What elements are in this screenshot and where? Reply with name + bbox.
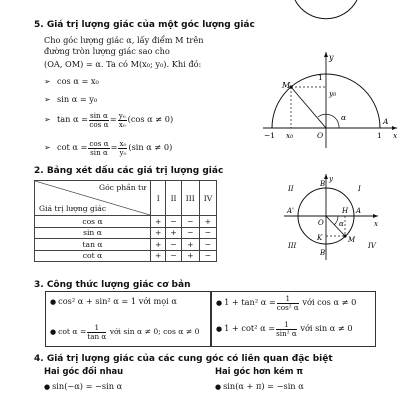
sin-formula: ➢ sin α = y₀ xyxy=(44,94,97,105)
pi-diff-heading: Hai góc hơn kém π xyxy=(215,366,303,376)
point-b-prime-label: B' xyxy=(320,249,328,257)
point-h-label: H xyxy=(342,207,349,215)
intro-line-2: đường tròn lượng giác sao cho xyxy=(44,46,170,56)
cot-formula: ➢ cot α = $\frac{\text{cos α}}{\text{sin α}}$ = $\frac{\text{x₀}}{\text{y₀}}$ (sin α ≠ 0) xyxy=(44,138,172,157)
alpha-label-2: α xyxy=(339,220,344,228)
table-row: sin α + + − − xyxy=(35,227,217,239)
table-row: tan α + − + − xyxy=(35,239,217,251)
row-name: tan α xyxy=(35,239,151,251)
x-axis-label: x xyxy=(393,131,398,140)
row-name: sin α xyxy=(35,227,151,239)
section-4-title: 4. Giá trị lượng giác của các cung góc có liên quan đặc biệt xyxy=(34,354,333,364)
cos-formula: ➢ cos α = x₀ xyxy=(44,76,99,87)
sin-plus-pi-formula: ● sin(α + π) = −sin α xyxy=(215,381,304,393)
tan-frac-1: $\frac{\text{sin α}}{\text{cos α}}$ xyxy=(89,110,109,129)
tan-identity: ● 1 + tan² α = $\frac{1}{\text{cos² α}}$ với cos α ≠ 0 xyxy=(216,293,356,312)
x0-label: x₀ xyxy=(286,131,294,140)
quadrant-iv-label: IV xyxy=(368,242,376,250)
cot-square-identity: ● 1 + cot² α = $\frac{1}{\text{sin² α}}$ với sin α ≠ 0 xyxy=(216,319,353,338)
quadrant-ii-label: II xyxy=(288,185,294,193)
intro-line-1: Cho góc lượng giác α, lấy điểm M trên xyxy=(44,35,204,45)
header-quadrant: Góc phần tư xyxy=(99,183,146,192)
row-name: cot α xyxy=(35,250,151,262)
y0-label: y₀ xyxy=(329,89,337,98)
point-m-label-2: M xyxy=(348,236,356,244)
y-axis-label-2: y xyxy=(329,175,333,183)
point-b-label: B xyxy=(320,180,326,188)
pythagorean-identity: ● cos² α + sin² α = 1 với mọi α xyxy=(50,296,177,308)
table-row: cot α + − + − xyxy=(35,250,217,262)
one-right-label: 1 xyxy=(377,131,382,140)
unit-circle-figure-1 xyxy=(255,0,400,150)
minus-one-label: −1 xyxy=(264,131,276,140)
quadrant-i-label: I xyxy=(358,185,361,193)
point-m-label: M xyxy=(282,81,291,90)
intro-line-3 xyxy=(44,59,201,70)
unit-circle-figure-2 xyxy=(262,164,398,274)
quadrant-header: III xyxy=(181,181,199,216)
opposite-angles-heading: Hai góc đối nhau xyxy=(44,366,124,376)
quadrant-header: I xyxy=(151,181,166,216)
quadrant-header: II xyxy=(166,181,181,216)
origin-label: O xyxy=(317,131,324,140)
origin-label-2: O xyxy=(318,219,324,227)
section-3-title: 3. Công thức lượng giác cơ bản xyxy=(34,280,191,290)
point-a-label: A xyxy=(383,117,389,126)
cot-cond: (sin α ≠ 0) xyxy=(128,142,173,152)
quadrant-header: IV xyxy=(199,181,216,216)
tan-formula: ➢ tan α = $\frac{\text{sin α}}{\text{cos α}}$ = $\frac{\text{y₀}}{\text{x₀}}$ (cos α ≠ 0) xyxy=(44,110,173,129)
intro-ta-co: . Ta có xyxy=(100,59,128,69)
row-name: cos α xyxy=(35,216,151,228)
header-value: Giá trị lượng giác xyxy=(39,204,107,213)
point-m: M(x₀; y₀) xyxy=(130,59,167,69)
cot-identity: ● cot α = $\frac{1}{\text{tan α}}$ với sin α ≠ 0; cos α ≠ 0 xyxy=(50,323,199,341)
sin-negative-formula: ● sin(−α) = −sin α xyxy=(44,381,122,393)
alpha-label: α xyxy=(341,113,347,122)
cot-lhs: cot α = xyxy=(57,142,88,152)
one-top-label: 1 xyxy=(318,73,323,82)
section-2-title: 2. Bảng xét dấu các giá trị lượng giác xyxy=(34,166,224,176)
tan-frac-2: $\frac{\text{y₀}}{\text{x₀}}$ xyxy=(118,110,126,129)
cot-frac-2: $\frac{\text{x₀}}{\text{y₀}}$ xyxy=(119,138,127,157)
angle-def: (OA, OM) = α xyxy=(44,59,101,69)
tan-lhs: tan α = xyxy=(57,114,89,124)
tan-cond: (cos α ≠ 0) xyxy=(127,114,174,124)
table-row: cos α + − − + xyxy=(35,216,217,228)
point-k-label: K xyxy=(317,234,323,242)
sign-table xyxy=(34,180,217,262)
point-a-label-2: A xyxy=(356,207,362,215)
section-5-title: 5. Giá trị lượng giác của một góc lượng giác xyxy=(34,20,255,30)
y-axis-label: y xyxy=(329,53,334,62)
table-corner-cell xyxy=(35,181,151,216)
cot-frac-1: $\frac{\text{cos α}}{\text{sin α}}$ xyxy=(89,138,109,157)
x-axis-label-2: x xyxy=(374,220,378,228)
quadrant-iii-label: III xyxy=(288,242,297,250)
intro-khi-do: . Khi đó: xyxy=(166,59,202,69)
point-a-prime-label: A' xyxy=(287,207,294,215)
